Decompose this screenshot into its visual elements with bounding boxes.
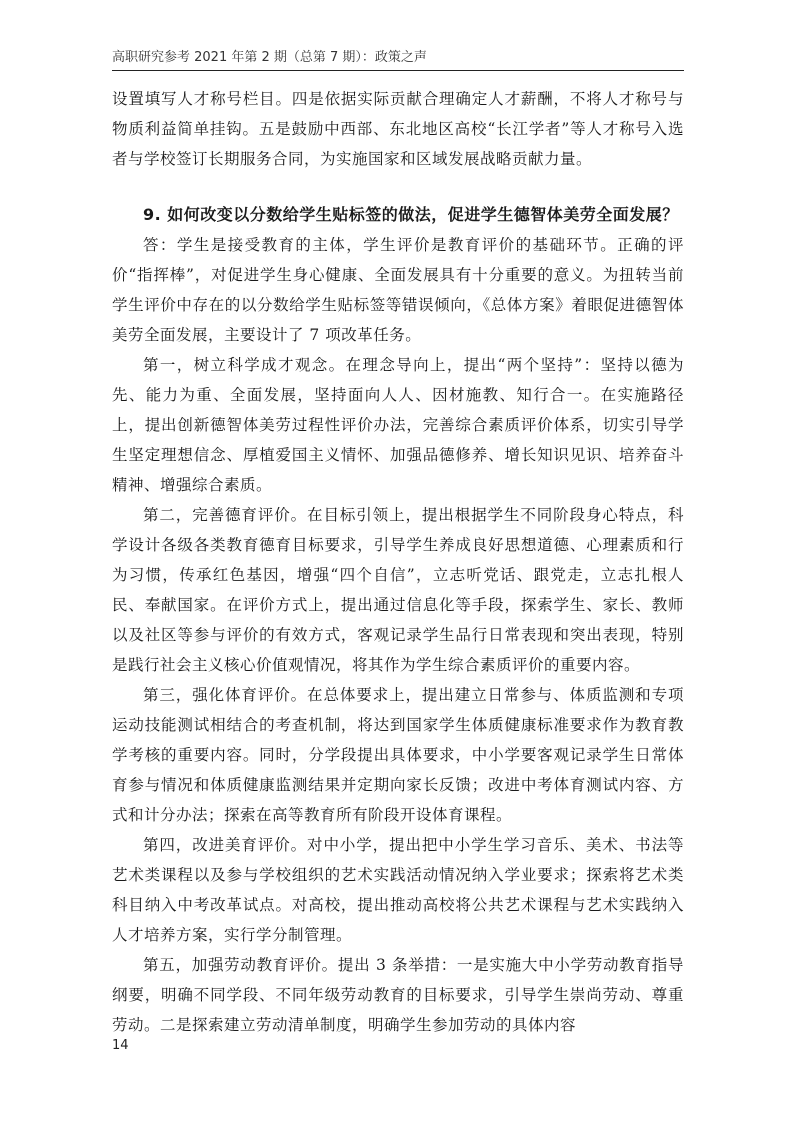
paragraph-third: 第三，强化体育评价。在总体要求上，提出建立日常参与、体质监测和专项运动技能测试相结合的考查机制，将达到国家学生体质健康标准要求作为教育教学考核的重要内容。同时，分学段提出具体要求，中小学要客观记录学生日常体育参与情况和体质健康监测结果并定期向家长反馈；改进中考体育测试内容、方式和计分办法；探索在高等教育所有阶段开设体育课程。 [112,686,684,824]
question-heading: 9. 如何改变以分数给学生贴标签的做法，促进学生德智体美劳全面发展？ [143,205,679,224]
header-divider [112,70,684,71]
paragraph-fourth: 第四，改进美育评价。对中小学，提出把中小学生学习音乐、美术、书法等艺术类课程以及参与学校组织的艺术实践活动情况纳入学业要求；探索将艺术类科目纳入中考改革试点。对高校，提出推动高校将公共艺术课程与艺术实践纳入人才培养方案，实行学分制管理。 [112,836,684,944]
page-body [112,84,684,1040]
running-header: 高职研究参考 2021 年第 2 期（总第 7 期）：政策之声 [112,50,427,65]
page-number: 14 [112,1038,129,1053]
paragraph-second: 第二，完善德育评价。在目标引领上，提出根据学生不同阶段身心特点，科学设计各级各类教育德育目标要求，引导学生养成良好思想道德、心理素质和行为习惯，传承红色基因，增强“四个自信”，立志听党话、跟党走，立志扎根人民、奉献国家。在评价方式上，提出通过信息化等手段，探索学生、家长、教师以及社区等参与评价的有效方式，客观记录学生品行日常表现和突出表现，特别是践行社会主义核心价值观情况，将其作为学生综合素质评价的重要内容。 [112,506,684,674]
intro-paragraph: 设置填写人才称号栏目。四是依据实际贡献合理确定人才薪酬，不将人才称号与物质利益简单挂钩。五是鼓励中西部、东北地区高校“长江学者”等人才称号入选者与学校签订长期服务合同，为实施国家和区域发展战略贡献力量。 [112,90,684,168]
paragraph-fifth: 第五，加强劳动教育评价。提出 3 条举措：一是实施大中小学劳动教育指导纲要，明确不同学段、不同年级劳动教育的目标要求，引导学生崇尚劳动、尊重劳动。二是探索建立劳动清单制度，明确学生参加劳动的具体内容 [112,956,684,1034]
answer-paragraph: 答：学生是接受教育的主体，学生评价是教育评价的基础环节。正确的评价“指挥棒”，对促进学生身心健康、全面发展具有十分重要的意义。为扭转当前学生评价中存在的以分数给学生贴标签等错误倾向，《总体方案》着眼促进德智体美劳全面发展，主要设计了 7 项改革任务。 [112,236,684,344]
paragraph-first: 第一，树立科学成才观念。在理念导向上，提出“两个坚持”：坚持以德为先、能力为重、全面发展，坚持面向人人、因材施教、知行合一。在实施路径上，提出创新德智体美劳过程性评价办法，完善综合素质评价体系，切实引导学生坚定理想信念、厚植爱国主义情怀、加强品德修养、增长知识见识、培养奋斗精神、增强综合素质。 [112,356,684,494]
